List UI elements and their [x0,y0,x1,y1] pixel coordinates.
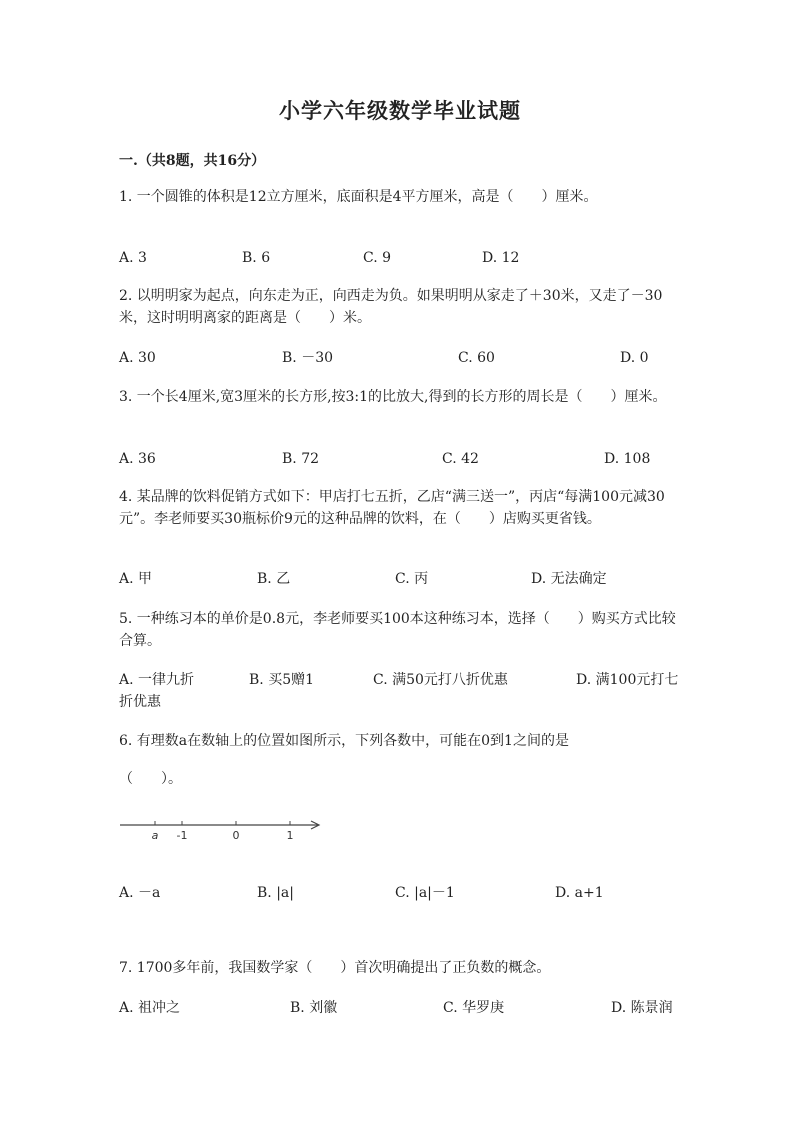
q1-option-c[interactable]: C. 9 [363,250,392,266]
q6-option-a[interactable]: A. －a [119,885,161,901]
q4-option-a[interactable]: A. 甲 [119,571,153,587]
number-line-label: 1 [286,829,294,842]
q5-option-a[interactable]: A. 一律九折 [119,672,195,688]
q3-option-b[interactable]: B. 72 [282,451,320,467]
q7-option-c[interactable]: C. 华罗庚 [443,1000,505,1016]
q2-option-d[interactable]: D. 0 [620,350,649,366]
number-line-figure [118,812,328,852]
q7-option-d[interactable]: D. 陈景润 [611,1000,673,1016]
page-title: 小学六年级数学毕业试题 [279,98,521,123]
q5-option-d[interactable]: D. 满100元打七折优惠 [119,672,679,710]
q2-option-b[interactable]: B. －30 [282,350,334,366]
q4-option-c[interactable]: C. 丙 [395,571,429,587]
q2-option-a[interactable]: A. 30 [119,350,156,366]
question-6-blank: （ ）。 [119,771,182,787]
q3-option-c[interactable]: C. 42 [442,451,479,467]
number-line-label: -1 [176,829,188,842]
question-3: 3. 一个长4厘米,宽3厘米的长方形,按3:1的比放大,得到的长方形的周长是（ ）厘米。 [119,389,667,405]
question-7: 7. 1700多年前，我国数学家（ ）首次明确提出了正负数的概念。 [119,960,551,976]
q5-option-b[interactable]: B. 买5赠1 [249,672,315,688]
q2-option-c[interactable]: C. 60 [458,350,495,366]
q5-option-c[interactable]: C. 满50元打八折优惠 [373,672,508,688]
q3-option-a[interactable]: A. 36 [119,451,156,467]
q7-option-b[interactable]: B. 刘徽 [290,1000,338,1016]
number-line-label: 0 [232,829,240,842]
q6-option-c[interactable]: C. |a|－1 [395,885,455,901]
q1-option-d[interactable]: D. 12 [482,250,520,266]
q4-option-b[interactable]: B. 乙 [257,571,291,587]
q3-option-d[interactable]: D. 108 [604,451,651,467]
q1-option-b[interactable]: B. 6 [242,250,271,266]
q1-option-a[interactable]: A. 3 [119,250,147,266]
q6-option-d[interactable]: D. a+1 [555,885,604,901]
question-2: 2. 以明明家为起点，向东走为正，向西走为负。如果明明从家走了＋30米，又走了－30米，这时明明离家的距离是（ ）米。 [119,288,663,326]
number-line-label: a [151,829,159,842]
q7-option-a[interactable]: A. 祖冲之 [119,1000,181,1016]
q6-option-b[interactable]: B. |a| [257,885,294,901]
question-4: 4. 某品牌的饮料促销方式如下：甲店打七五折，乙店“满三送一”，丙店“每满100元减30元”。李老师要买30瓶标价9元的这种品牌的饮料，在（ ）店购买更省钱。 [119,489,665,527]
question-6: 6. 有理数a在数轴上的位置如图所示，下列各数中，可能在0到1之间的是 [119,733,569,749]
section-heading: 一.（共8题，共16分） [119,153,266,169]
question-5: 5. 一种练习本的单价是0.8元，李老师要买100本这种练习本，选择（ ）购买方式比较合算。 [119,611,676,649]
q4-option-d[interactable]: D. 无法确定 [531,571,607,587]
question-1: 1. 一个圆锥的体积是12立方厘米，底面积是4平方厘米，高是（ ）厘米。 [119,189,598,205]
